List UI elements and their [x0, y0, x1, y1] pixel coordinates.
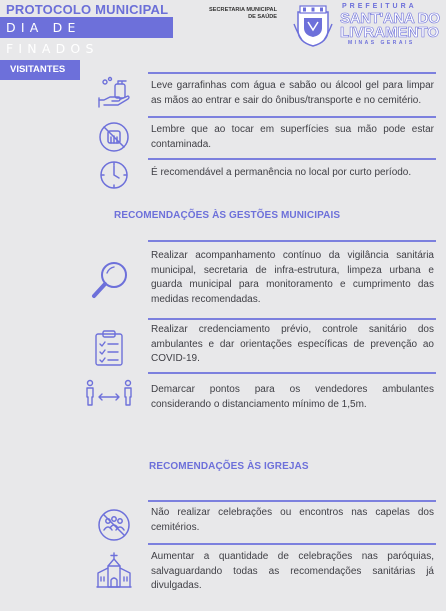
igrejas-item-1-text: Não realizar celebrações ou encontros nas capelas dos cemitérios.: [151, 507, 434, 533]
no-crowd-icon: [97, 508, 131, 542]
church-icon: [96, 552, 132, 588]
logo-name-line1: SANT'ANA DO: [340, 10, 440, 27]
divider: [148, 158, 436, 160]
logo-state: MINAS GERAIS: [348, 40, 415, 46]
igrejas-section-title: RECOMENDAÇÕES ÀS IGREJAS: [149, 461, 309, 472]
secretaria-label: [209, 7, 277, 21]
divider: [148, 543, 436, 545]
secretaria-line2: DE SAÚDE: [248, 14, 277, 20]
logo-prefeitura: PREFEITURA: [342, 3, 417, 10]
divider: [148, 372, 436, 374]
gestoes-item-3-text: Demarcar pontos para os vendedores ambulantes considerando o distanciamento mínimo de 1,5m.: [151, 384, 434, 410]
divider: [148, 318, 436, 320]
gestoes-section-title: RECOMENDAÇÕES ÀS GESTÕES MUNICIPAIS: [114, 210, 341, 221]
divider: [148, 116, 436, 118]
page-title: PROTOCOLO MUNICIPAL: [6, 2, 169, 17]
visitantes-item-1-text: Leve garrafinhas com água e sabão ou álcool gel para limpar as mãos ao entrar e sair do ônibus/transporte e no cemitério.: [151, 80, 434, 106]
secretaria-line1: SECRETARIA MUNICIPAL: [209, 7, 277, 13]
visitantes-tag: VISITANTES: [0, 60, 80, 80]
gestoes-item-2-text: Realizar credenciamento prévio, controle sanitário dos ambulantes e dar orientações específicas de prevenção ao COVID-19.: [151, 324, 434, 364]
divider: [148, 500, 436, 502]
gestoes-item-1-text: Realizar acompanhamento contínuo da vigilância sanitária municipal, secretaria de infra-estrutura, limpeza urbana e guarda municipal para monitoramento e cumprimento das medidas recomendadas.: [151, 250, 434, 305]
divider: [148, 72, 436, 74]
igrejas-item-2-text: Aumentar a quantidade de celebrações nas paróquias, salvaguardando todas as recomendações sanitárias já divulgadas.: [151, 551, 434, 591]
distance-icon: [84, 379, 134, 407]
magnifier-icon: [90, 260, 130, 302]
page-subtitle: DIA DE FINADOS: [0, 17, 173, 38]
visitantes-item-2-text: Lembre que ao tocar em superfícies sua mão pode estar contaminada.: [151, 124, 434, 150]
visitantes-item-3-text: É recomendável a permanência no local por curto período.: [151, 167, 412, 178]
hand-wash-icon: [97, 76, 131, 108]
logo-name-line2: LIVRAMENTO: [340, 24, 439, 41]
checklist-icon: [94, 329, 124, 367]
divider: [148, 240, 436, 242]
no-touch-icon: [98, 121, 130, 153]
clock-icon: [99, 160, 129, 190]
coat-of-arms-logo: [292, 4, 334, 53]
